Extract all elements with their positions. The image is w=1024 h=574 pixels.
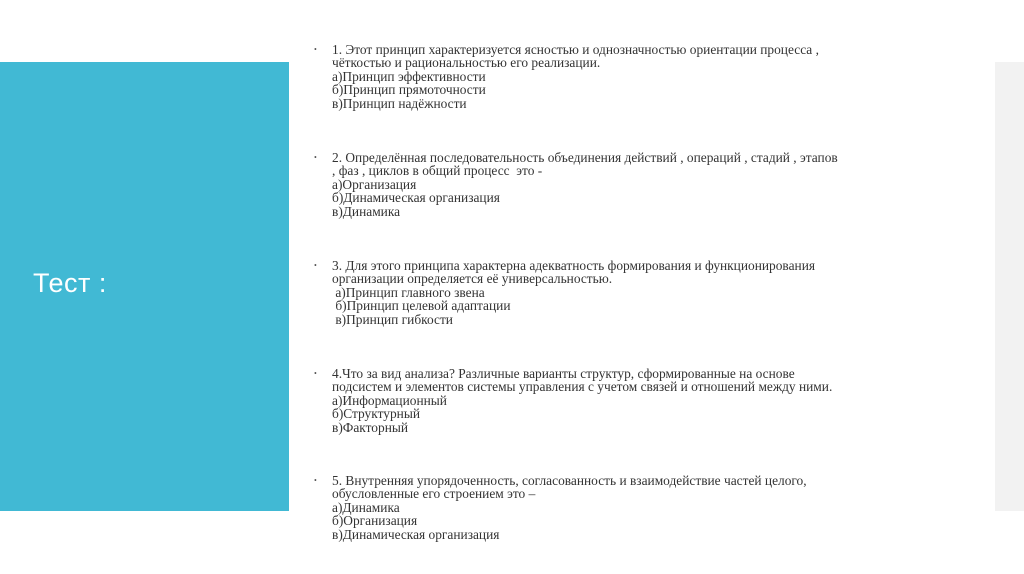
question-4 [314,367,954,434]
answer-option: б)Организация [332,513,418,529]
question-text: 4.Что за вид анализа? Различные варианты структур, сформированные на основе [332,366,795,381]
answer-option: б)Принцип целевой адаптации [332,298,511,314]
slide-title: Тест : [33,268,107,298]
answer-option: в)Динамическая организация [332,526,500,542]
answer-option: в)Принцип надёжности [332,95,467,111]
question-text: 1. Этот принцип характеризуется ясностью и однозначностью ориентации процесса , [332,42,819,57]
question-3 [314,259,954,326]
question-text: организации определяется её универсальностью. [332,271,613,287]
question-text: обусловленные его строением это – [332,486,536,502]
bullet-icon: • [314,153,317,162]
right-decoration-strip [995,62,1024,511]
answer-option: а)Информационный [332,392,447,408]
question-1 [314,43,954,110]
bullet-icon: • [314,45,317,54]
answer-option: б)Динамическая организация [332,190,500,206]
answer-option: а)Динамика [332,499,400,515]
question-text: 5. Внутренняя упорядоченность, согласованность и взаимодействие частей целого, [332,473,807,488]
answer-option: б)Структурный [332,406,420,422]
answer-option: а)Принцип главного звена [332,284,485,300]
answer-option: в)Динамика [332,203,401,219]
question-text: подсистем и элементов системы управления с учетом связей и отношений между ними. [332,379,833,395]
question-text: 3. Для этого принципа характерна адекватность формирования и функционирования [332,258,816,273]
question-text: 2. Определённая последовательность объединения действий , операций , стадий , этапов [332,150,838,165]
answer-option: а)Принцип эффективности [332,68,486,84]
question-text: чёткостью и рациональностью его реализации. [332,55,601,71]
question-text: , фаз , циклов в общий процесс это - [332,163,543,179]
answer-option: б)Принцип прямоточности [332,82,486,98]
question-5 [314,474,954,541]
bullet-icon: • [314,369,317,378]
question-2 [314,151,954,218]
bullet-icon: • [314,476,317,485]
answer-option: а)Организация [332,176,417,192]
answer-option: в)Принцип гибкости [332,311,453,327]
bullet-icon: • [314,261,317,270]
answer-option: в)Факторный [332,419,409,435]
